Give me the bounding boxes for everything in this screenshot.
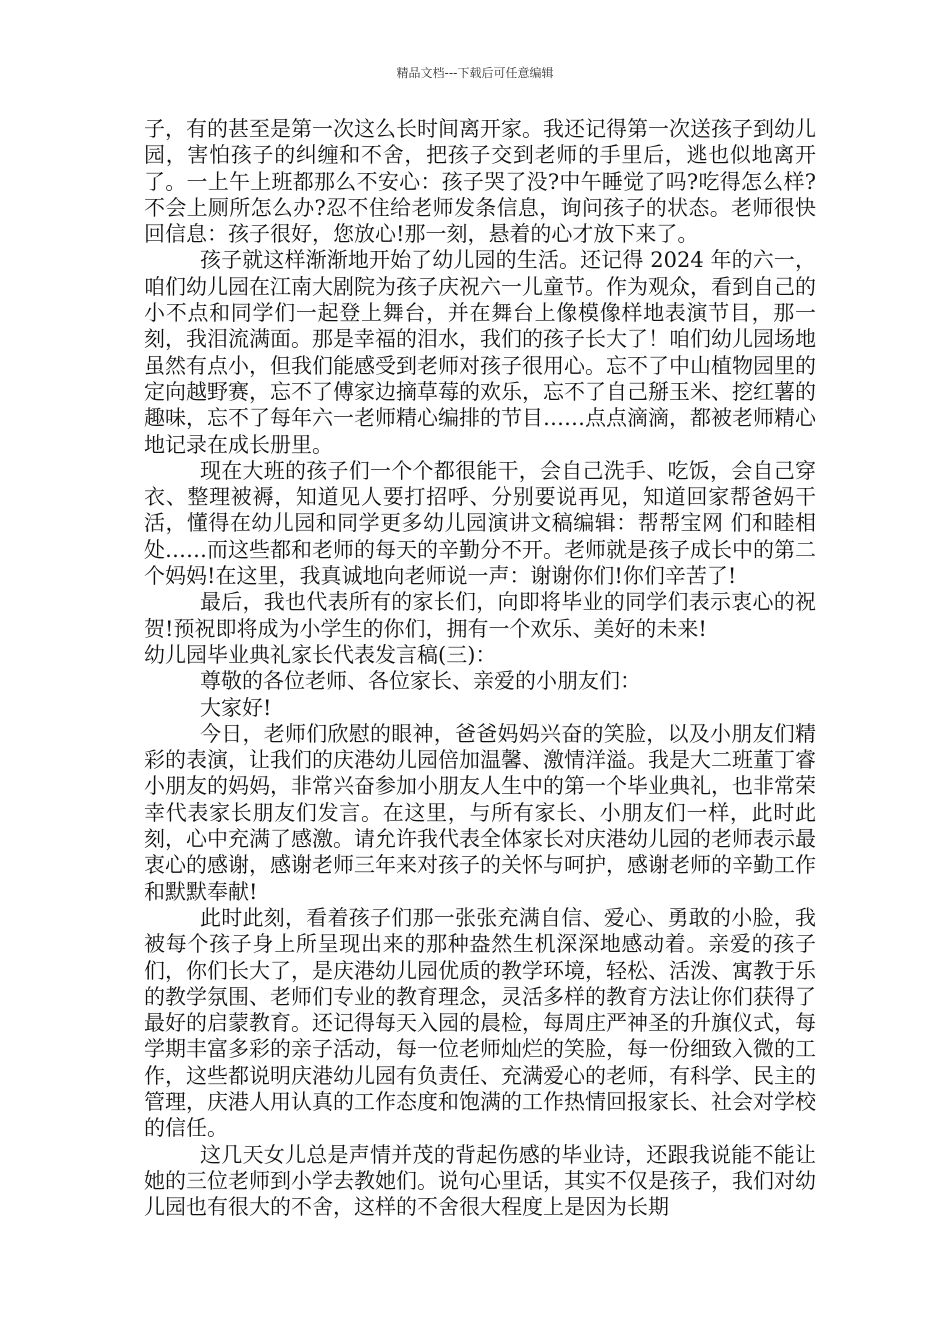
paragraph: 孩子就这样渐渐地开始了幼儿园的生活。还记得 2024 年的六一，咱们幼儿园在江南大剧院为孩子庆祝六一儿童节。作为观众，看到自己的小不点和同学们一起登上舞台，并在舞台上像模像样地表演节目，那一刻，我泪流满面。那是幸福的泪水，我们的孩子长大了！咱们幼儿园场地虽然有点小，但我们能感受到老师对孩子很用心。忘不了中山植物园里的定向越野赛，忘不了傅家边摘草莓的欢乐，忘不了自己掰玉米、挖红薯的趣味，忘不了每年六一老师精心编排的节目……点点滴滴，都被老师精心地记录在成长册里。 <box>144 248 816 457</box>
paragraph: 这几天女儿总是声情并茂的背起伤感的毕业诗，还跟我说能不能让她的三位老师到小学去教她们。说句心里话，其实不仅是孩子，我们对幼儿园也有很大的不舍，这样的不舍很大程度上是因为长期 <box>144 1142 816 1220</box>
greeting: 大家好! <box>200 695 272 720</box>
paragraph: 现在大班的孩子们一个个都很能干，会自己洗手、吃饭，会自己穿衣、整理被褥，知道见人要打招呼、分别要说再见，知道回家帮爸妈干活，懂得在幼儿园和同学更多幼儿园演讲文稿编辑：帮帮宝网 们和睦相处……而这些都和老师的每天的辛勤分不开。老师就是孩子成长中的第二个妈妈!在这里，我真诚地向老师说一声：谢谢你们!你们辛苦了! <box>144 458 816 589</box>
page-header: 精品文档---下载后可任意编辑 <box>396 66 554 80</box>
paragraph: 今日，老师们欣慰的眼神，爸爸妈妈兴奋的笑脸，以及小朋友们精彩的表演，让我们的庆港幼儿园倍加温馨、激情洋溢。我是大二班董丁睿小朋友的妈妈，非常兴奋参加小朋友人生中的第一个毕业典礼，也非常荣幸代表家长朋友们发言。在这里，与所有家长、小朋友们一样，此时此刻，心中充满了感激。请允许我代表全体家长对庆港幼儿园的老师表示最衷心的感谢，感谢老师三年来对孩子的关怀与呵护，感谢老师的辛勤工作和默默奉献! <box>144 721 816 904</box>
document-body <box>144 116 816 1220</box>
paragraph: 此时此刻，看着孩子们那一张张充满自信、爱心、勇敢的小脸，我被每个孩子身上所呈现出来的那种盎然生机深深地感动着。亲爱的孩子们，你们长大了，是庆港幼儿园优质的教学环境，轻松、活泼、寓教于乐的教学氛围、老师们专业的教育理念，灵活多样的教育方法让你们获得了最好的启蒙教育。还记得每天入园的晨检，每周庄严神圣的升旗仪式，每学期丰富多彩的亲子活动，每一位老师灿烂的笑脸，每一份细致入微的工作，这些都说明庆港幼儿园有负责任、充满爱心的老师，有科学、民主的管理，庆港人用认真的工作态度和饱满的工作热情回报家长、社会对学校的信任。 <box>144 905 816 1141</box>
paragraph: 子，有的甚至是第一次这么长时间离开家。我还记得第一次送孩子到幼儿园，害怕孩子的纠缠和不舍，把孩子交到老师的手里后，逃也似地离开了。一上午上班都那么不安心：孩子哭了没?中午睡觉了吗?吃得怎么样?不会上厕所怎么办?忍不住给老师发条信息，询问孩子的状态。老师很快回信息：孩子很好，您放心!那一刻，悬着的心才放下来了。 <box>144 117 816 247</box>
salutation: 尊敬的各位老师、各位家长、亲爱的小朋友们： <box>200 669 641 694</box>
section-heading: 幼儿园毕业典礼家长代表发言稿(三)： <box>144 642 497 667</box>
paragraph: 最后，我也代表所有的家长们，向即将毕业的同学们表示衷心的祝贺!预祝即将成为小学生的你们，拥有一个欢乐、美好的未来! <box>144 590 816 641</box>
